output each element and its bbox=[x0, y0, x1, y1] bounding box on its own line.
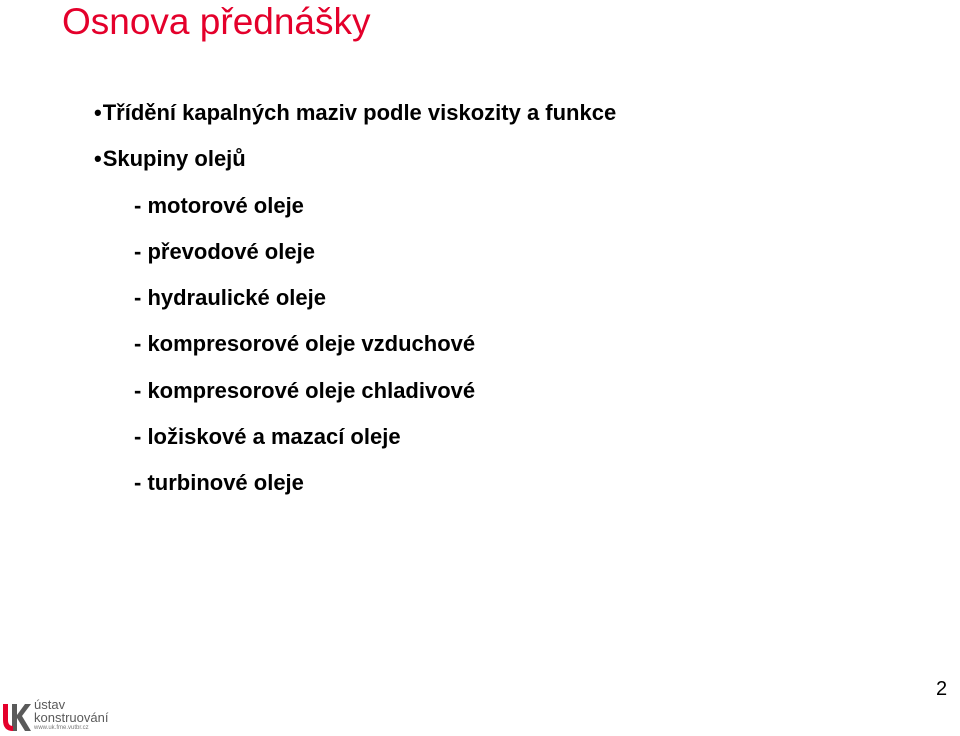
sub-item: - hydraulické oleje bbox=[134, 285, 326, 311]
uk-logo-mark-icon bbox=[2, 700, 32, 732]
slide-title: Osnova přednášky bbox=[62, 1, 371, 42]
sub-item: - kompresorové oleje chladivové bbox=[134, 377, 476, 403]
logo-url: www.uk.fme.vutbr.cz bbox=[34, 725, 89, 731]
logo-text bbox=[34, 698, 132, 734]
sub-item: - motorové oleje bbox=[134, 192, 304, 218]
sub-item: - ložiskové a mazací oleje bbox=[134, 424, 401, 450]
sub-item: - kompresorové oleje vzduchové bbox=[134, 331, 476, 357]
slide-content bbox=[94, 96, 914, 513]
sub-item: - turbinové oleje bbox=[134, 470, 304, 496]
logo-line-ustav: ústav bbox=[34, 697, 66, 712]
sub-item: - převodové oleje bbox=[134, 238, 315, 264]
page-number: 2 bbox=[936, 678, 948, 700]
bullet-item: • Skupiny olejů bbox=[94, 142, 914, 188]
logo-line-konstruovani: konstruování bbox=[34, 710, 109, 725]
institute-logo bbox=[2, 698, 132, 734]
bullet-item: • Třídění kapalných maziv podle viskozity a funkce bbox=[94, 96, 914, 142]
